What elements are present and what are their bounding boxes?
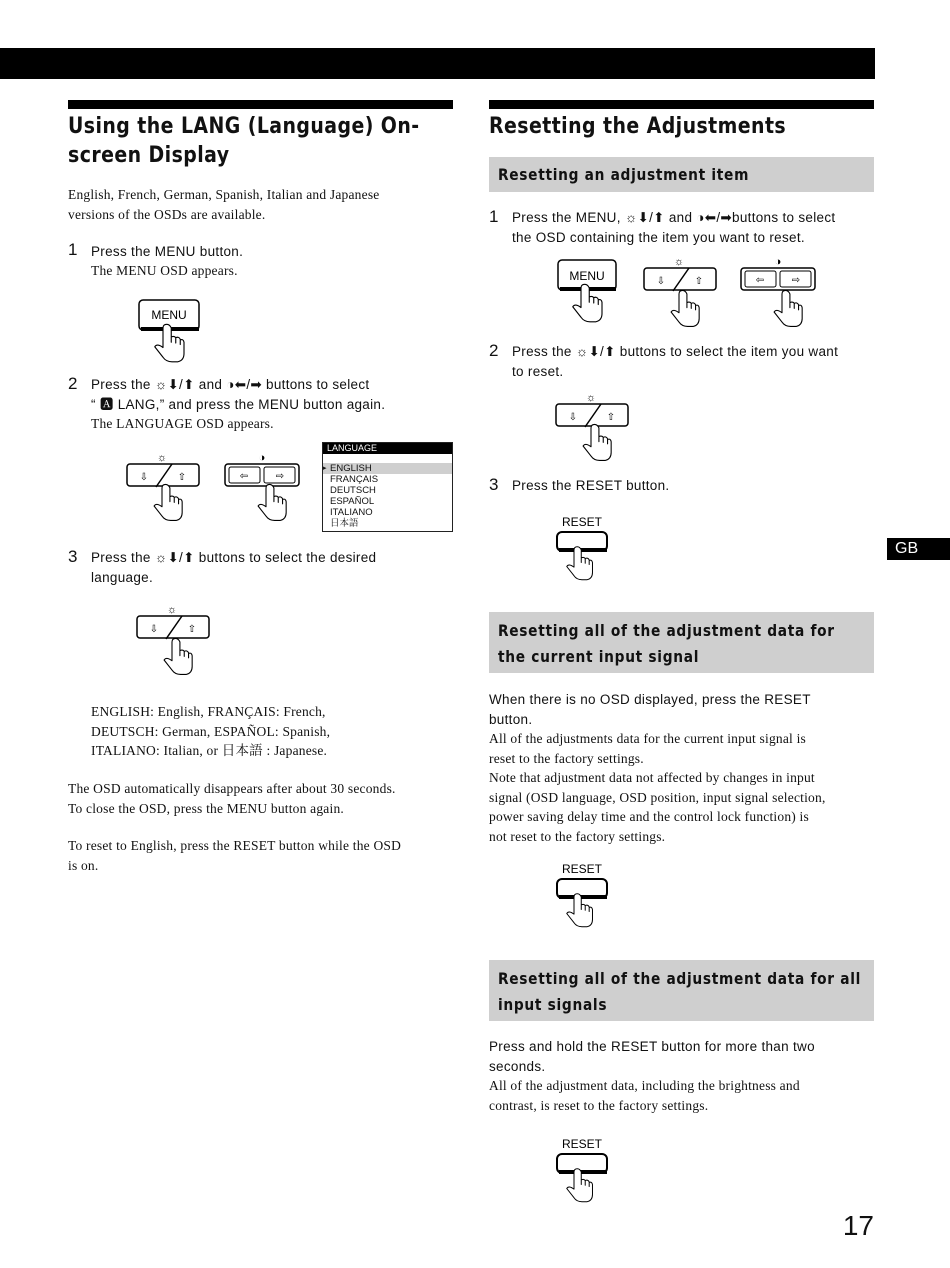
osd-option: ESPAÑOL bbox=[330, 496, 375, 507]
reset-button-label: RESET bbox=[561, 515, 603, 529]
contrast-icon: ◑ bbox=[258, 452, 266, 464]
up-arrow-icon: ⇧ bbox=[187, 624, 197, 635]
step-number: 2 bbox=[68, 374, 78, 393]
osd-option: ITALIANO bbox=[330, 507, 373, 518]
step-number: 2 bbox=[489, 341, 499, 360]
brightness-icon: ☼ bbox=[156, 452, 168, 464]
menu-button-label: MENU bbox=[569, 269, 605, 283]
brightness-buttons-illustration bbox=[641, 254, 721, 334]
page-number: 17 bbox=[842, 1210, 874, 1241]
reset-button-label: RESET bbox=[561, 862, 603, 876]
osd-option: 日本語 bbox=[330, 518, 359, 529]
up-arrow-icon: ⇧ bbox=[606, 412, 616, 423]
osd-header: LANGUAGE bbox=[323, 443, 452, 454]
reset-step2-instruction: Press the ☼⬇/⬆ buttons to select the item you want to reset. bbox=[512, 344, 839, 379]
reset-step1-instruction: Press the MENU, ☼⬇/⬆ and ◑⬅/➡buttons to select the OSD containing the item you want to reset. bbox=[512, 210, 836, 245]
language-osd-menu bbox=[322, 442, 453, 532]
reset-button-illustration bbox=[550, 1134, 620, 1209]
step-number: 3 bbox=[489, 475, 499, 494]
section-heading-reset-all-inputs: Resetting all of the adjustment data for all input signals bbox=[489, 960, 874, 1021]
down-arrow-icon: ⇩ bbox=[656, 276, 666, 287]
reset-all-instruction: Press and hold the RESET button for more than two seconds. bbox=[489, 1039, 815, 1074]
region-tab: GB bbox=[887, 538, 950, 560]
right-arrow-icon: ⇨ bbox=[275, 471, 285, 482]
menu-button-illustration bbox=[128, 296, 218, 368]
reset-step3-instruction: Press the RESET button. bbox=[512, 478, 670, 493]
reset-button-label: RESET bbox=[561, 1137, 603, 1151]
step-number: 1 bbox=[68, 240, 78, 259]
left-arrow-icon: ⇦ bbox=[239, 471, 249, 482]
step3-instruction: Press the ☼⬇/⬆ buttons to select the desired language. bbox=[91, 550, 377, 585]
brightness-icon: ☼ bbox=[673, 256, 685, 268]
contrast-icon: ◑ bbox=[774, 256, 782, 268]
reset-button-illustration bbox=[550, 859, 620, 934]
intro-text: English, French, German, Spanish, Italian and Japanese versions of the OSDs are available. bbox=[68, 187, 380, 222]
left-arrow-icon: ⇦ bbox=[755, 275, 765, 286]
osd-option: ▸ ENGLISH bbox=[323, 463, 452, 474]
down-arrow-icon: ⇩ bbox=[568, 412, 578, 423]
osd-option: DEUTSCH bbox=[330, 485, 376, 496]
down-arrow-icon: ⇩ bbox=[139, 472, 149, 483]
section-heading-reset-current-input: Resetting all of the adjustment data for the current input signal bbox=[489, 612, 874, 673]
reset-current-result: All of the adjustments data for the current input signal is reset to the factory settings. Note that adjustment data not affected by changes in input signal (OSD language, OSD position, input signal selection, power saving delay time and the control lock function) is not reset to the factory settings. bbox=[489, 731, 826, 844]
menu-button-label: MENU bbox=[151, 308, 187, 322]
brightness-buttons-illustration bbox=[124, 450, 204, 530]
up-arrow-icon: ⇧ bbox=[177, 472, 187, 483]
step2-instruction: Press the ☼⬇/⬆ and ◑⬅/➡ buttons to select “ 🅰 LANG,” and press the MENU button again. bbox=[91, 377, 386, 412]
step1-note: The MENU OSD appears. bbox=[91, 263, 238, 278]
step-number: 3 bbox=[68, 547, 78, 566]
step-number: 1 bbox=[489, 207, 499, 226]
menu-button-illustration bbox=[548, 255, 630, 330]
contrast-buttons-illustration bbox=[738, 254, 818, 334]
reset-english-note: To reset to English, press the RESET button while the OSD is on. bbox=[68, 838, 402, 873]
title-rule bbox=[68, 100, 453, 109]
header-bar bbox=[0, 48, 875, 79]
contrast-buttons-illustration bbox=[222, 450, 302, 530]
page-title-language: Using the LANG (Language) On- screen Display bbox=[68, 114, 420, 168]
section-heading-reset-item: Resetting an adjustment item bbox=[489, 157, 874, 192]
brightness-buttons-illustration bbox=[134, 602, 214, 682]
language-list: ENGLISH: English, FRANÇAIS: French, DEUTSCH: German, ESPAÑOL: Spanish, ITALIANO: Italian, or 日本語 : Japanese. bbox=[91, 704, 331, 758]
reset-all-result: All of the adjustment data, including the brightness and contrast, is reset to the factory settings. bbox=[489, 1078, 800, 1113]
osd-option: FRANÇAIS bbox=[330, 474, 379, 485]
title-rule bbox=[489, 100, 874, 109]
brightness-icon: ☼ bbox=[585, 392, 597, 404]
up-arrow-icon: ⇧ bbox=[694, 276, 704, 287]
reset-button-illustration bbox=[550, 512, 620, 587]
right-arrow-icon: ⇨ bbox=[791, 275, 801, 286]
page-title-reset: Resetting the Adjustments bbox=[489, 114, 787, 139]
reset-current-instruction: When there is no OSD displayed, press the RESET button. bbox=[489, 692, 811, 727]
step2-note: The LANGUAGE OSD appears. bbox=[91, 416, 274, 431]
brightness-icon: ☼ bbox=[166, 604, 178, 616]
down-arrow-icon: ⇩ bbox=[149, 624, 159, 635]
step1-instruction: Press the MENU button. bbox=[91, 244, 244, 259]
brightness-buttons-illustration bbox=[553, 390, 633, 470]
auto-disappear-note: The OSD automatically disappears after about 30 seconds. To close the OSD, press the MENU button again. bbox=[68, 781, 396, 816]
